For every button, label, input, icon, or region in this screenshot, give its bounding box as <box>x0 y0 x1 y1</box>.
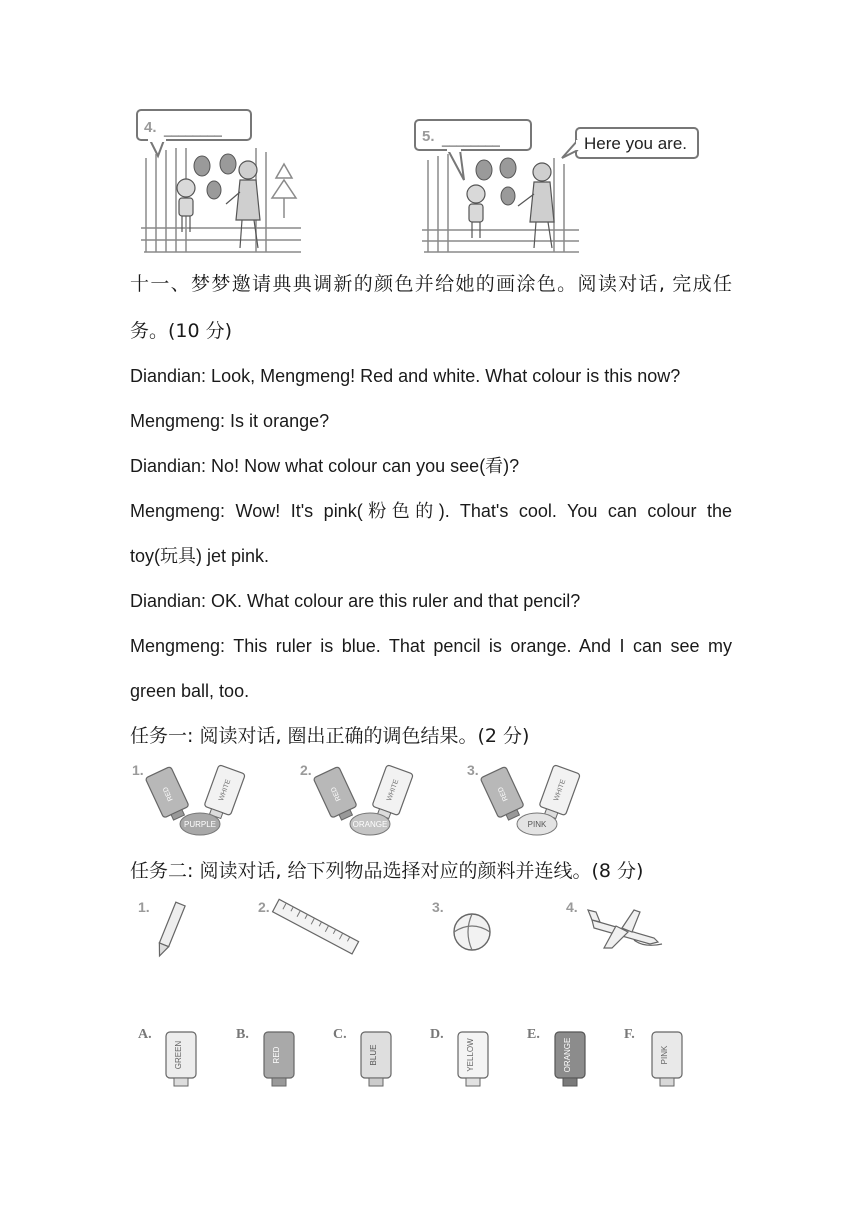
tube-label: WHITE <box>218 778 233 803</box>
dialogue-line-5: toy(玩具) jet pink. <box>130 546 270 566</box>
paint-label: YELLOW <box>466 1038 475 1072</box>
object-number: 1. <box>138 899 150 915</box>
paint-label: ORANGE <box>563 1037 572 1073</box>
ball-icon <box>454 914 490 950</box>
section-heading-line1: 十一、梦梦邀请典典调新的颜色并给她的画涂色。阅读对话, 完成任 <box>130 273 732 295</box>
dialogue-line-8: green ball, too. <box>130 681 250 701</box>
paint-letter: D. <box>430 1027 444 1042</box>
paint-letter: B. <box>236 1027 249 1042</box>
paint-label: PINK <box>660 1045 669 1065</box>
task2-heading: 任务二: 阅读对话, 给下列物品选择对应的颜料并连线。(8 分) <box>130 860 644 882</box>
panel5-blank: ________ <box>442 132 500 147</box>
paint-letter: C. <box>333 1027 347 1042</box>
ruler-icon <box>273 899 359 954</box>
mix-result: ORANGE <box>352 820 388 829</box>
mix-result: PURPLE <box>183 820 217 829</box>
panel4-number: 4. <box>144 119 157 136</box>
mix-item-3 <box>465 762 590 842</box>
dialogue-line-1: Diandian: Look, Mengmeng! Red and white. What colour is this now? <box>130 366 681 386</box>
tube-label: RED <box>162 785 175 802</box>
mix-result: PINK <box>527 820 547 829</box>
dialogue-line-4: Mengmeng: Wow! It's pink(粉色的). That's cool. You can colour the <box>130 501 732 521</box>
panel5-number: 5. <box>422 128 435 145</box>
dialogue-line-3: Diandian: No! Now what colour can you see(看)? <box>130 456 520 476</box>
mix-number: 2. <box>300 762 312 778</box>
mix-number: 3. <box>467 762 479 778</box>
tube-label: RED <box>497 785 510 802</box>
paint-option-f[interactable] <box>622 1024 688 1092</box>
object-number: 2. <box>258 899 270 915</box>
object-1 <box>136 898 196 962</box>
object-number: 4. <box>566 899 578 915</box>
tube-label: WHITE <box>553 778 568 803</box>
paint-option-e[interactable] <box>525 1024 591 1092</box>
paint-label: GREEN <box>174 1040 183 1070</box>
panel5-reply: Here you are. <box>584 134 687 153</box>
paint-letter: A. <box>138 1027 152 1042</box>
dialogue-line-6: Diandian: OK. What colour are this ruler and that pencil? <box>130 591 581 611</box>
mix-number: 1. <box>132 762 144 778</box>
mix-item-1 <box>130 762 255 842</box>
object-3 <box>430 898 500 962</box>
dialogue-line-2: Mengmeng: Is it orange? <box>130 411 330 431</box>
section-heading-line2: 务。(10 分) <box>130 320 233 342</box>
panel4-blank: ________ <box>164 122 222 137</box>
pencil-icon <box>155 902 185 958</box>
object-number: 3. <box>432 899 444 915</box>
paint-letter: E. <box>527 1027 540 1042</box>
paint-option-d[interactable] <box>428 1024 494 1092</box>
task1-heading: 任务一: 阅读对话, 圈出正确的调色结果。(2 分) <box>130 725 530 747</box>
scene-panel-5 <box>414 118 704 256</box>
scene-panel-4 <box>136 108 316 256</box>
paint-option-b[interactable] <box>234 1024 300 1092</box>
mix-item-2 <box>298 762 423 842</box>
object-4 <box>564 898 674 962</box>
paint-letter: F. <box>624 1027 635 1042</box>
dialogue-line-7: Mengmeng: This ruler is blue. That pencil is orange. And I can see my <box>130 636 732 656</box>
object-2 <box>256 898 366 962</box>
paint-label: BLUE <box>369 1044 378 1066</box>
paint-label: RED <box>272 1046 281 1064</box>
paint-option-a[interactable] <box>136 1024 202 1092</box>
tube-label: RED <box>330 785 343 802</box>
tube-label: WHITE <box>386 778 401 803</box>
paint-option-c[interactable] <box>331 1024 397 1092</box>
toy-jet-icon <box>588 910 662 948</box>
